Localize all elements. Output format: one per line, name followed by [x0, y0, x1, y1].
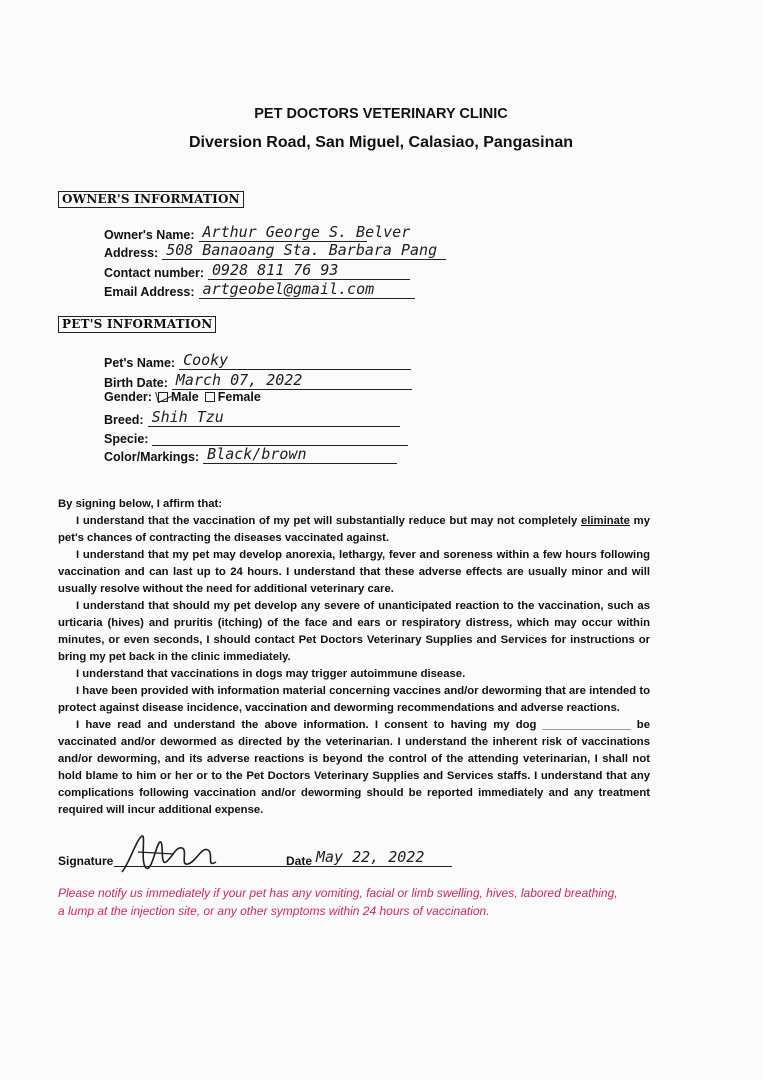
owner-section-title: OWNER'S INFORMATION	[58, 191, 244, 208]
breed-value: Shih Tzu	[148, 408, 400, 427]
owner-email-row	[104, 279, 415, 299]
owner-address-label: Address:	[104, 246, 159, 260]
post-vaccination-notice: Please notify us immediately if your pet has any vomiting, facial or limb swelling, hives, labored breathing, a lump at the injection site, or any other symptoms within 24 hours of vaccination.	[58, 886, 618, 918]
clinic-address: Diversion Road, San Miguel, Calasiao, Pangasinan	[188, 134, 574, 151]
birth-date-value: March 07, 2022	[172, 371, 412, 390]
consent-paragraph-1: I understand that the vaccination of my pet will substantially reduce but may not completely eliminate my pet's chances of contracting the diseases vaccinated against.	[58, 515, 650, 544]
pet-section-title: PET'S INFORMATION	[58, 316, 216, 333]
consent-paragraph-6: I have read and understand the above information. I consent to having my dog ______________ be vaccinated and/or dewormed as directed by the veterinarian. I understand the inherent risk of vaccinations and/or deworming, and its adverse reactions is beyond the control of the attending veterinarian, I shall not hold blame to him or her or to the Pet Doctors Veterinary Supplies and Services staffs. I understand that any complications following vaccination and/or deworming should be reported immediately and any treatment required will incur additional expense.	[58, 719, 650, 816]
owner-contact-value: 0928 811 76 93	[208, 261, 410, 280]
owner-name-value: Arthur George S. Belver	[199, 223, 367, 242]
breed-label: Breed:	[104, 413, 144, 427]
gender-label: Gender:	[104, 390, 152, 404]
owner-email-value: artgeobel@gmail.com	[199, 280, 415, 299]
color-value: Black/brown	[203, 445, 397, 464]
owner-name-label: Owner's Name:	[104, 228, 195, 242]
gender-row	[104, 390, 261, 404]
owner-email-label: Email Address:	[104, 285, 195, 299]
consent-paragraph-4: I understand that vaccinations in dogs may trigger autoimmune disease.	[76, 668, 466, 680]
owner-contact-label: Contact number:	[104, 266, 204, 280]
male-label: Male	[170, 390, 199, 404]
color-label: Color/Markings:	[104, 450, 200, 464]
consent-intro: By signing below, I affirm that:	[58, 498, 223, 510]
consent-paragraph-3: I understand that should my pet develop any severe of unanticipated reaction to the vaccination, such as urticaria (hives) and pruritis (itching) of the face and ears or respiratory distress, which may occur within minutes, or even seconds, I should contact Pet Doctors Veterinary Supplies and Services for instructions or bring my pet back in the clinic immediately.	[58, 600, 650, 663]
owner-name-row	[104, 222, 411, 242]
clinic-name: PET DOCTORS VETERINARY CLINIC	[254, 106, 508, 122]
female-label: Female	[217, 390, 261, 404]
birth-date-row	[104, 370, 412, 390]
date-label: Date	[286, 854, 313, 868]
specie-label: Specie:	[104, 432, 149, 446]
male-checkbox[interactable]	[158, 392, 168, 402]
signature-row	[58, 846, 658, 870]
pet-name-value: Cooky	[179, 351, 411, 370]
underlined-word: eliminate	[580, 515, 630, 527]
signature-scribble-icon	[116, 832, 226, 876]
date-value: May 22, 2022	[314, 848, 452, 867]
signature-label: Signature	[58, 854, 114, 868]
owner-contact-row	[104, 260, 410, 280]
consent-paragraph-2: I understand that my pet may develop anorexia, lethargy, fever and soreness within a few hours following vaccination and can last up to 24 hours. I understand that these adverse effects are usually minor and will usually resolve without the need for additional veterinary care.	[58, 549, 650, 595]
pet-name-label: Pet's Name:	[104, 356, 176, 370]
owner-address-row	[104, 240, 446, 260]
consent-paragraph-5: I have been provided with information material concerning vaccines and/or deworming that are intended to protect against disease incidence, vaccination and deworming recommendations and adverse reactions.	[58, 685, 650, 714]
breed-row	[104, 407, 400, 427]
color-row	[104, 444, 397, 464]
consent-text	[58, 496, 650, 819]
female-checkbox[interactable]	[205, 392, 215, 402]
owner-address-value: 508 Banaoang Sta. Barbara Pang	[162, 241, 446, 260]
birth-date-label: Birth Date:	[104, 376, 168, 390]
pet-name-row	[104, 350, 411, 370]
specie-row	[104, 426, 408, 446]
